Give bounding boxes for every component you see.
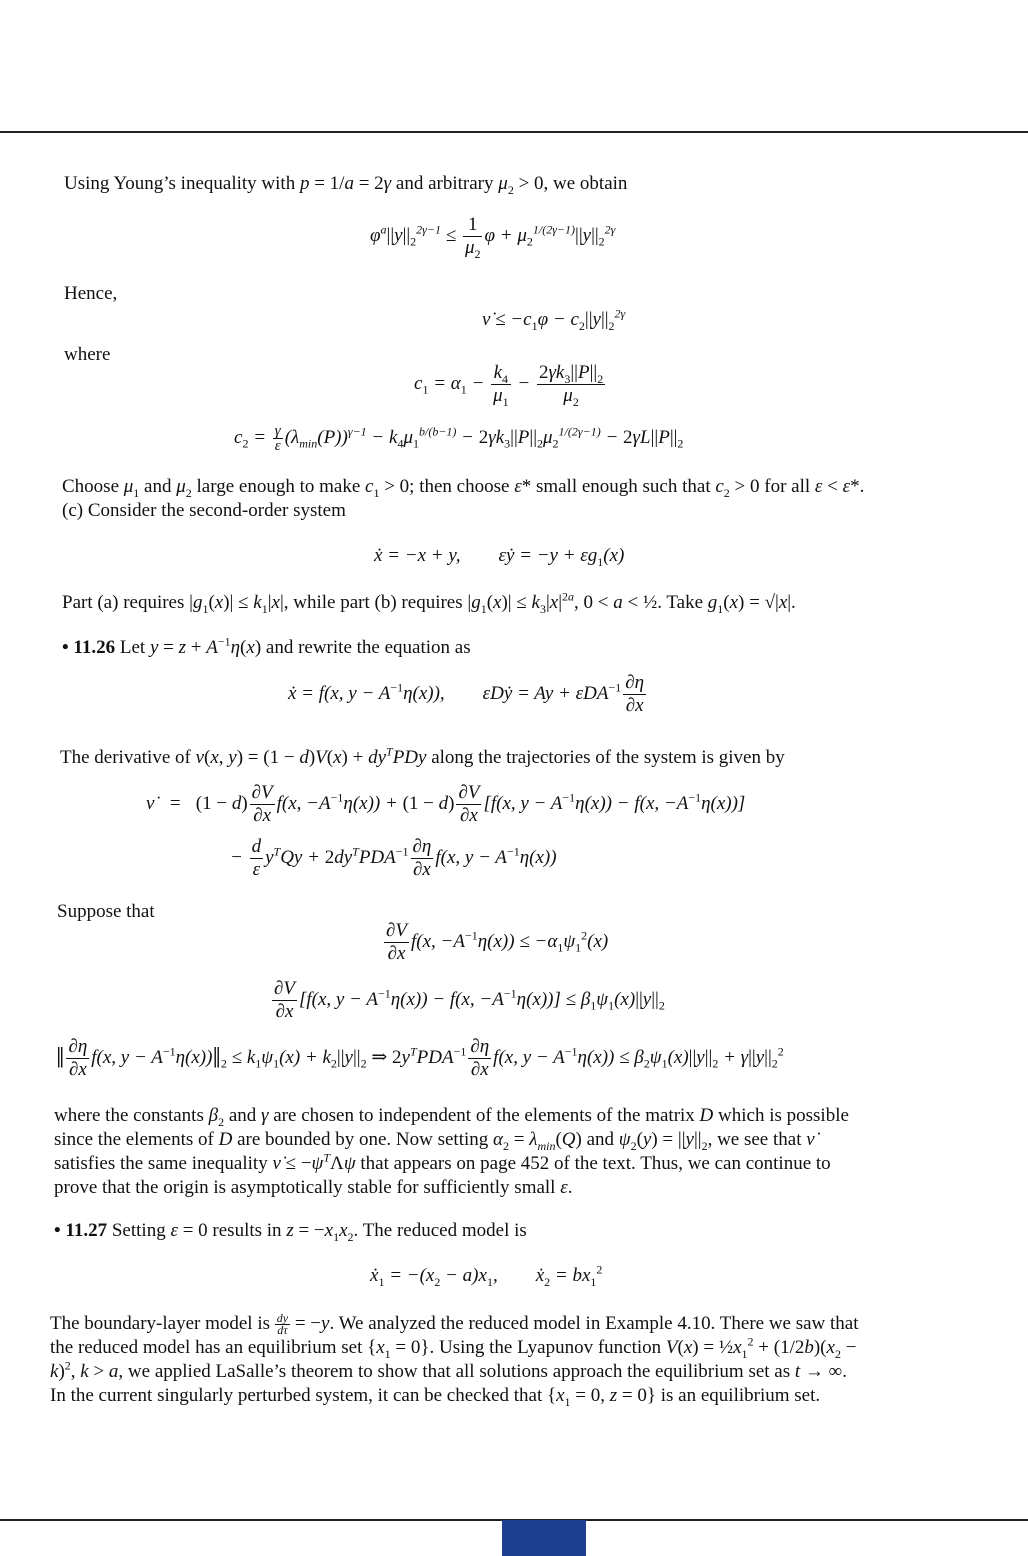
equation-rewritten: ẋ = f(x, $y - A^{-1}\eta(x)$), εDẏ = Ay + εDA$^{-1}$ $\frac{\partial\eta}{\partial x}$ bbox=[288, 672, 645, 716]
paragraph-hence: Hence, bbox=[64, 283, 118, 304]
paragraph-boundary-layer-3: k)$^2$, k > a, we applied LaSalle’s theorem to show that all solutions approach the equilibrium set as t → ∞. bbox=[50, 1358, 847, 1382]
equation-second-order-system: ẋ = −x + y, εẏ = $-y + \varepsilon g_1(x)$ bbox=[374, 545, 625, 569]
equation-c1: $c_1 = \alpha_1$ − $\frac{k_4}{\mu_1}$ − $\frac{2\gamma k_3||P||_2}{\mu_2}$ bbox=[414, 362, 604, 409]
paragraph-boundary-layer-4: In the current singularly perturbed system, it can be checked that {$x_1 = 0$, z = 0} is an equilibrium set. bbox=[50, 1385, 821, 1409]
paragraph-choose: Choose $\mu_1$ and $\mu_2$ large enough to make $c_1 > 0$; then choose ε* small enough such that $c_2 > 0$ for all ε < ε*. bbox=[62, 476, 865, 500]
paragraph-derivative: The derivative of ν(x, $y) = (1 - d)V(x) + dy^TPDy$ along the trajectories of the system is given by bbox=[60, 744, 785, 768]
equation-assumption-2: $\frac{\partial V}{\partial x}$ [f(x, $y - A^{-1}\eta(x)) - f(x$, $-A^{-1}\eta(x))] \le \beta_1\psi_1(x)||y||_2$ bbox=[274, 978, 665, 1022]
paragraph-ex-11-27: • 11.27 Setting ε = 0 results in $z = -x_1x_2$. The reduced model is bbox=[54, 1220, 527, 1244]
paragraph-boundary-layer-2: the reduced model has an equilibrium set $\{x_1 = 0\}$. Using the Lyapunov function $V(x) = \frac{1}{2}x_1^2 + (1/2b)(x_2$ − bbox=[50, 1334, 857, 1361]
paragraph-where: where bbox=[64, 344, 111, 365]
paragraph-suppose: Suppose that bbox=[57, 901, 155, 922]
equation-young: $\varphi^a||y||_2^{2\gamma-1}$ ≤ $\frac{1}{\mu_2}$ $\varphi + \mu_2^{1/(2\gamma-1)}||y||_2^{2\gamma}$ bbox=[370, 214, 616, 261]
equation-reduced-model: ẋ$_1$ = $-(x_2 - a)x_1$, ẋ$_2$ = $bx_1^2$ bbox=[370, 1262, 603, 1289]
equation-c2: $c_2$ = $\frac{\gamma}{\varepsilon}$ $(\lambda_{min}(P))^{\gamma-1} - k_4\mu_1^{b/(b-1)} - 2\gamma k_3||P||_2\mu_2^{1/(2\gamma-1)} - 2\gamma L||P||_2$ bbox=[234, 423, 684, 454]
equation-nu-dot: ν̇ ≤ $-c_1\varphi - c_2||y||_2^{2\gamma}$ bbox=[482, 306, 626, 333]
paragraph-ex-11-26: • 11.26 Let $y = z + A^{-1}\eta(x)$ and rewrite the equation as bbox=[62, 634, 471, 658]
top-rule bbox=[0, 131, 1028, 133]
exercise-number: • 11.27 bbox=[54, 1220, 108, 1241]
exercise-number: • 11.26 bbox=[62, 637, 116, 658]
page-number-tab bbox=[502, 1520, 586, 1556]
paragraph-part-ab: Part (a) requires $|g_1(x)| \le k_1|x|$, while part (b) requires $|g_1(x)| \le k_3|x|^{2a}$, 0 < a < ½. Take $g_1(x) = √|x|$. bbox=[62, 589, 796, 616]
equation-assumption-3: ‖ $\frac{\partial\eta}{\partial x}$ f(x, $y - A^{-1}\eta(x))‖_2 \le k_1\psi_1(x) + k_2||y||_2$ ⇒ $2y^TPDA^{-1}$ $\frac{\partial\eta}{\partial x}$ f(x, $y - A^{-1}\eta(x)) \le \beta_2\psi_1(x)||y||_2 + \gamma||y||_2^2$ bbox=[56, 1036, 784, 1080]
paragraph-boundary-layer-1: The boundary-layer model is $\frac{dy}{d\tau}$ = −y. We analyzed the reduced model in Example 4.10. There we saw that bbox=[50, 1311, 859, 1338]
paragraph-constants-1: where the constants $\beta_2$ and γ are chosen to independent of the elements of the matrix D which is possible bbox=[54, 1105, 849, 1129]
paragraph-constants-4: prove that the origin is asymptotically stable for sufficiently small ε. bbox=[54, 1177, 573, 1198]
paragraph-constants-2: since the elements of D are bounded by one. Now setting $\alpha_2 = \lambda_{min}(Q)$ and $\psi_2(y) = ||y||_2$, we see that ν̇ bbox=[54, 1129, 815, 1153]
equation-nu-dot-2: − $\frac{d}{\varepsilon}$ $y^TQy + 2dy^TPDA^{-1}$ $\frac{\partial\eta}{\partial x}$ f(x, $y - A^{-1}\eta(x)$) bbox=[230, 836, 557, 880]
equation-nu-dot-1: ν̇ = (1 − d) $\frac{\partial V}{\partial x}$ f(x, $-A^{-1}\eta(x)) + (1 - d)$ $\frac{\partial V}{\partial x}$ [f(x, $y - A^{-1}\eta(x)) - f(x$, $-A^{-1}\eta(x)$)] bbox=[146, 782, 746, 826]
paragraph-young-inequality: Using Young’s inequality with p = 1/a = 2γ and arbitrary $\mu_2 > 0$, we obtain bbox=[64, 173, 628, 197]
equation-assumption-1: $\frac{\partial V}{\partial x}$ f(x, $-A^{-1}\eta(x)) \le -\alpha_1\psi_1^2(x)$ bbox=[386, 920, 609, 964]
paragraph-part-c: (c) Consider the second-order system bbox=[62, 500, 346, 521]
paragraph-constants-3: satisfies the same inequality ν̇ ≤ $-\psi^T\Lambda\psi$ that appears on page 452 of the text. Thus, we can continue to bbox=[54, 1150, 831, 1174]
